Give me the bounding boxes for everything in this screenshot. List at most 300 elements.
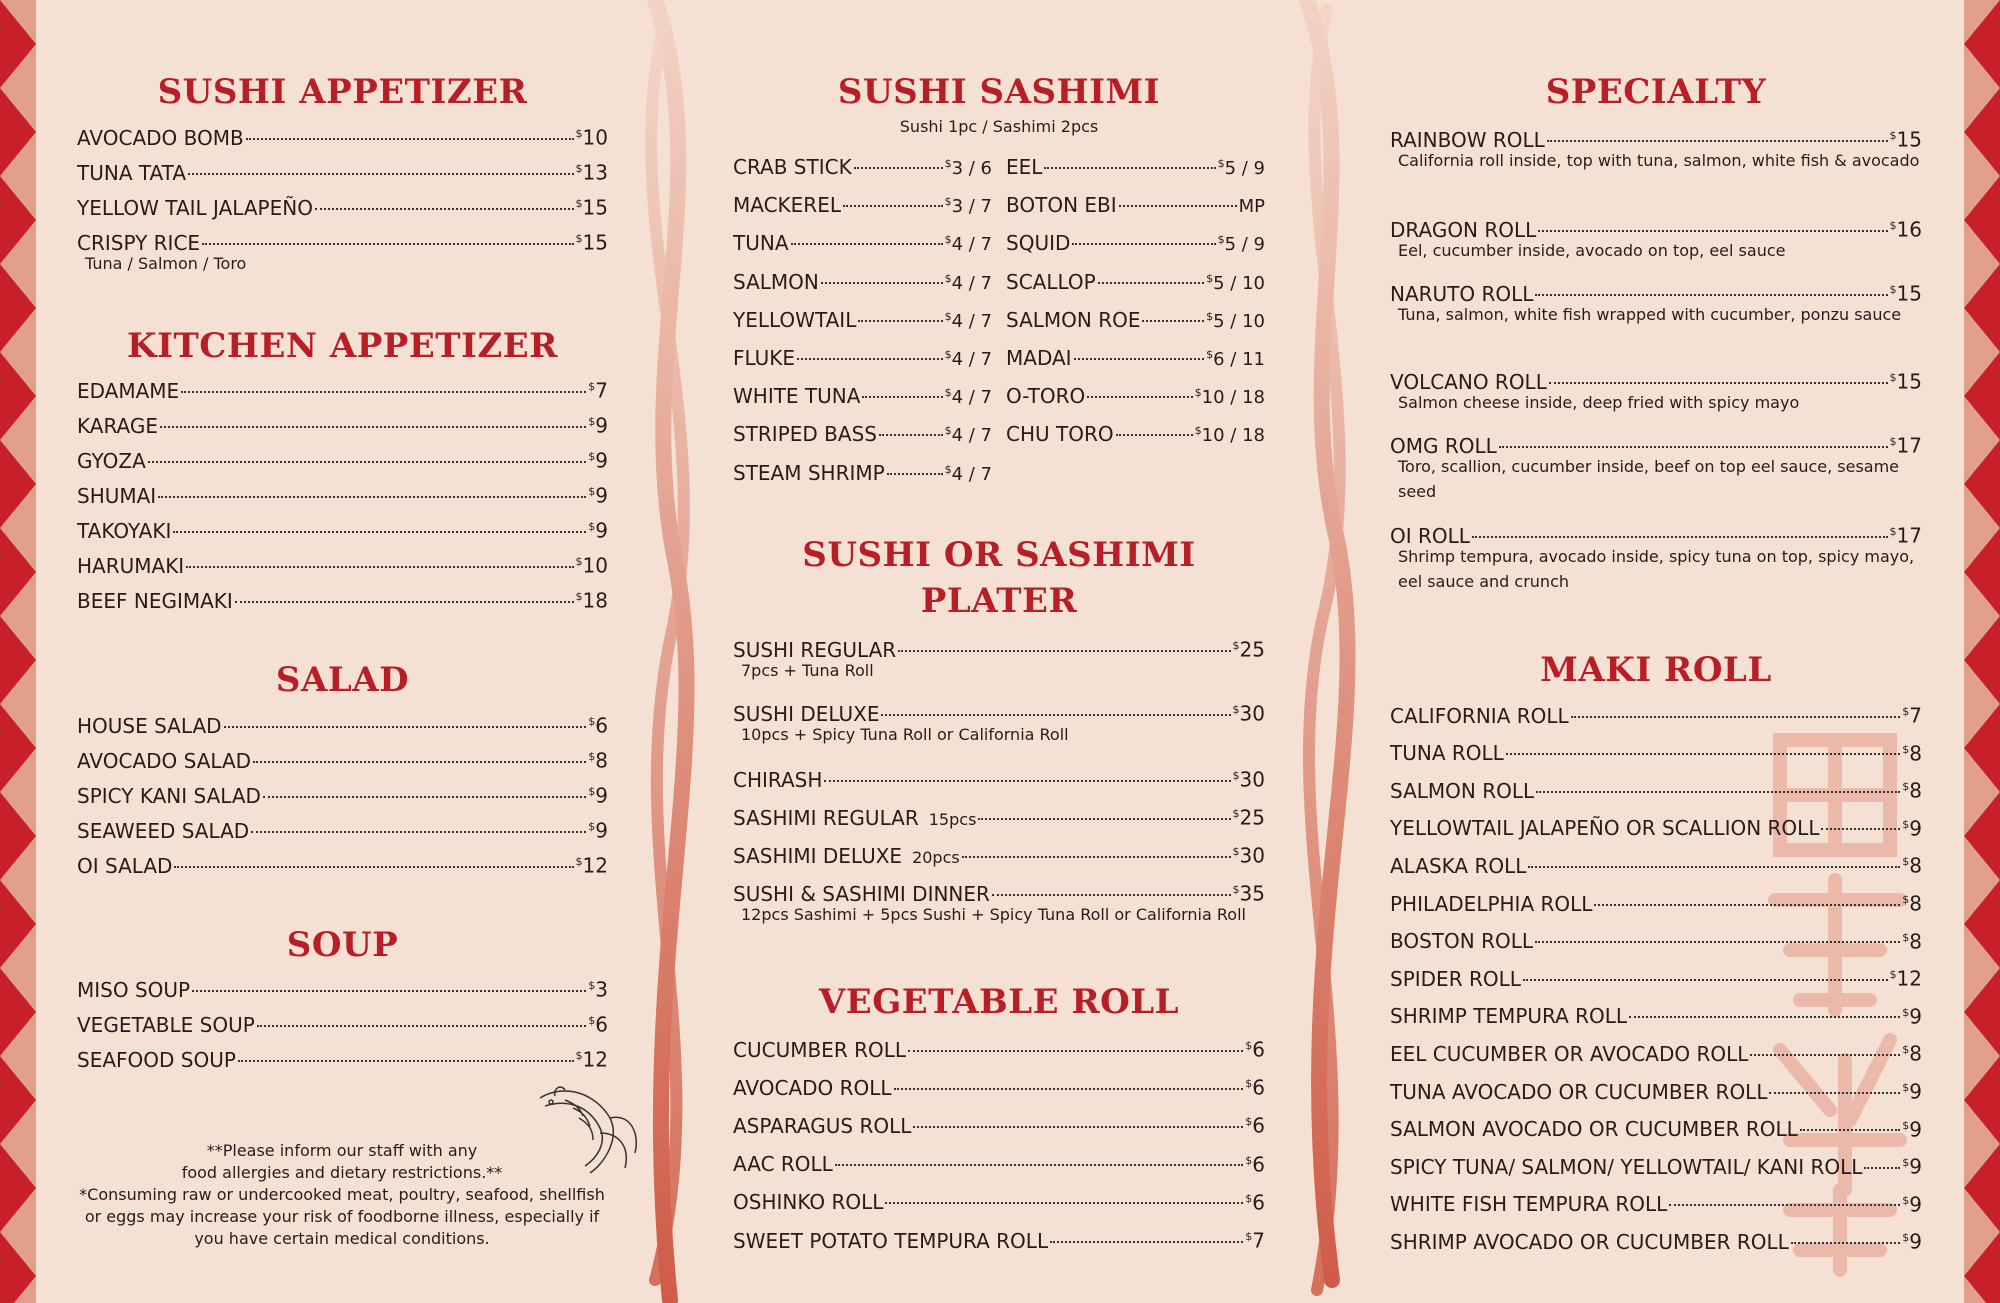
menu-item-row <box>1390 813 1922 841</box>
currency-symbol: $ <box>575 555 583 568</box>
menu-item-name: YELLOW TAIL JALAPEÑO <box>77 195 313 220</box>
sashimi-item-right <box>1006 152 1265 179</box>
menu-item <box>733 1149 1265 1177</box>
allergy-disclaimer <box>42 1140 642 1250</box>
currency-symbol: $ <box>575 127 583 140</box>
currency-symbol: $ <box>1902 1231 1910 1245</box>
maki-roll-heading: MAKI ROLL <box>1540 650 1772 690</box>
menu-item-price <box>576 122 608 150</box>
currency-symbol: $ <box>588 380 596 393</box>
currency-symbol: $ <box>588 520 596 533</box>
price-value: MP <box>1238 196 1265 218</box>
menu-item-row <box>733 228 992 256</box>
menu-item <box>77 480 608 508</box>
sashimi-row-pair <box>733 343 1265 370</box>
menu-item-price <box>1195 419 1265 448</box>
price-value: 7 <box>595 378 608 403</box>
dot-leader <box>1594 904 1900 906</box>
dot-leader <box>791 243 943 245</box>
currency-symbol: $ <box>1206 309 1214 323</box>
menu-item-price <box>1902 738 1922 766</box>
dot-leader <box>315 208 574 210</box>
price-value: 15 <box>1896 127 1922 152</box>
currency-symbol: $ <box>944 348 952 361</box>
price-value: 4 / 7 <box>951 234 992 256</box>
menu-item-price <box>588 480 608 508</box>
currency-symbol: $ <box>1889 371 1897 384</box>
price-value: 25 <box>1239 637 1265 662</box>
currency-symbol: $ <box>1232 807 1240 820</box>
menu-item-price <box>588 974 608 1002</box>
menu-item <box>77 375 608 403</box>
menu-item <box>1390 124 1922 173</box>
menu-item-row <box>77 850 608 878</box>
dot-leader <box>1472 536 1888 538</box>
dot-leader <box>858 320 942 322</box>
menu-item <box>77 410 608 438</box>
dot-leader <box>824 780 1230 782</box>
dot-leader <box>962 856 1231 858</box>
menu-item-name: FLUKE <box>733 346 796 370</box>
currency-symbol: $ <box>944 386 952 400</box>
currency-symbol: $ <box>1902 1081 1910 1094</box>
menu-item <box>1390 1001 1922 1029</box>
menu-item-name: VOLCANO ROLL <box>1390 369 1547 394</box>
currency-symbol: $ <box>1902 742 1910 756</box>
menu-item-description: Tuna, salmon, white fish wrapped with cucumber, ponzu sauce <box>1398 305 1902 324</box>
menu-item-price <box>588 780 608 808</box>
menu-item-price <box>1245 1110 1265 1138</box>
dot-leader <box>181 391 586 393</box>
menu-item-row <box>77 122 608 150</box>
menu-item <box>733 1072 1265 1100</box>
price-value: 5 / 9 <box>1224 158 1265 179</box>
dot-leader <box>1142 320 1204 322</box>
left-triangle-border <box>0 0 36 1303</box>
menu-item-row <box>77 1044 608 1072</box>
currency-symbol: $ <box>944 309 952 323</box>
menu-item-name: HOUSE SALAD <box>77 713 222 738</box>
menu-item-price <box>1206 343 1265 372</box>
menu-item-price <box>576 157 608 185</box>
dot-leader <box>854 167 943 169</box>
dot-leader <box>1629 1016 1900 1018</box>
price-value: 15 <box>1896 281 1922 306</box>
menu-item-row <box>733 419 992 447</box>
dot-leader <box>1072 243 1215 245</box>
price-value: 5 / 9 <box>1224 234 1265 256</box>
menu-item-row <box>1390 1038 1922 1067</box>
menu-item <box>1390 888 1922 916</box>
price-value: 3 <box>595 977 608 1002</box>
menu-item-name: SALMON ROLL <box>1390 778 1535 803</box>
dot-leader <box>992 894 1231 896</box>
menu-item-row <box>77 410 608 438</box>
menu-item-name: SHUMAI <box>77 483 157 508</box>
menu-item-name: MISO SOUP <box>77 977 191 1002</box>
dot-leader <box>978 818 1230 820</box>
menu-item-row <box>733 267 992 294</box>
price-value: 12 <box>582 1047 608 1072</box>
menu-item <box>1390 520 1922 594</box>
menu-item-price <box>576 192 608 220</box>
currency-symbol: $ <box>1245 1077 1253 1091</box>
menu-item <box>1390 1151 1922 1179</box>
menu-item-price <box>1206 305 1265 334</box>
currency-symbol: $ <box>575 855 583 868</box>
menu-item <box>77 157 608 185</box>
menu-item <box>77 745 608 773</box>
currency-symbol: $ <box>575 197 583 210</box>
menu-item-price <box>1233 802 1265 830</box>
currency-symbol: $ <box>1889 219 1897 232</box>
menu-item <box>1390 813 1922 841</box>
menu-item-name: SEAFOOD SOUP <box>77 1047 236 1072</box>
dot-leader <box>224 726 587 728</box>
dot-leader <box>821 282 943 284</box>
price-value: 6 / 11 <box>1213 349 1265 370</box>
currency-symbol: $ <box>1889 283 1897 296</box>
menu-item-price <box>1902 1038 1922 1066</box>
price-value: 10 / 18 <box>1201 387 1265 409</box>
menu-item-row <box>733 1110 1265 1139</box>
dot-leader <box>881 714 1230 716</box>
menu-item-price <box>1902 1151 1922 1179</box>
price-value: 6 <box>1252 1114 1265 1139</box>
currency-symbol: $ <box>575 590 583 603</box>
menu-item-row <box>1390 124 1922 152</box>
menu-item <box>77 192 608 220</box>
menu-item-price <box>588 745 608 773</box>
price-value: 6 <box>595 713 608 738</box>
menu-item-name: SALMON ROE <box>1006 307 1141 332</box>
menu-item-description: 7pcs + Tuna Roll <box>741 661 874 680</box>
sashimi-row-pair <box>733 267 1265 294</box>
sashimi-item-left <box>733 381 992 409</box>
menu-item-name: WHITE FISH TEMPURA ROLL <box>1390 1192 1668 1217</box>
sashimi-item-right <box>1006 381 1265 409</box>
menu-item-row <box>77 585 608 613</box>
dot-leader <box>908 1050 1243 1052</box>
currency-symbol: $ <box>1232 639 1240 652</box>
price-value: 13 <box>582 160 608 185</box>
currency-symbol: $ <box>588 750 596 763</box>
menu-item-row <box>77 710 608 738</box>
dot-leader <box>879 434 943 436</box>
currency-symbol: $ <box>944 271 952 285</box>
menu-item-name: WHITE TUNA <box>733 384 861 409</box>
platter-heading-line2: PLATER <box>920 581 1078 621</box>
menu-item-name: BEEF NEGIMAKI <box>77 588 233 613</box>
menu-item <box>733 1034 1265 1062</box>
menu-item-row <box>1390 926 1922 954</box>
dot-leader <box>160 426 586 428</box>
currency-symbol: $ <box>1902 1193 1910 1207</box>
disclaimer-line: food allergies and dietary restrictions.** <box>181 1163 503 1182</box>
currency-symbol: $ <box>1217 233 1225 247</box>
price-value: 17 <box>1896 523 1922 548</box>
price-value: 9 <box>1909 1230 1922 1255</box>
currency-symbol: $ <box>1902 1005 1910 1019</box>
vegetable-roll-heading: VEGETABLE ROLL <box>818 982 1180 1022</box>
menu-item-price <box>1902 926 1922 954</box>
menu-item-row <box>1390 214 1922 242</box>
menu-item-row <box>77 974 608 1002</box>
dot-leader <box>1538 230 1887 232</box>
menu-item-row <box>733 1149 1265 1177</box>
menu-item-name: YELLOWTAIL JALAPEÑO OR SCALLION ROLL <box>1390 816 1820 841</box>
menu-item-name: SPIDER ROLL <box>1390 966 1521 991</box>
menu-item-price <box>1902 700 1922 728</box>
sashimi-row-pair <box>733 152 1265 179</box>
price-value: 15 <box>582 230 608 255</box>
currency-symbol: $ <box>1245 1153 1253 1167</box>
price-value: 25 <box>1239 805 1265 830</box>
price-value: 10 / 18 <box>1201 425 1265 447</box>
dot-leader <box>246 138 574 140</box>
menu-item <box>1390 1226 1922 1255</box>
sashimi-item-right <box>1006 228 1265 256</box>
menu-item-name: CRISPY RICE <box>77 230 201 255</box>
menu-item-name: EDAMAME <box>77 378 180 403</box>
menu-item-price <box>1245 1187 1265 1215</box>
menu-item-name: AVOCADO BOMB <box>77 125 244 150</box>
menu-item-row <box>77 1009 608 1037</box>
menu-item-row <box>733 1187 1265 1215</box>
dot-leader <box>263 796 586 798</box>
menu-item-price <box>1902 813 1922 841</box>
dot-leader <box>1044 167 1215 169</box>
currency-symbol: $ <box>1902 817 1910 831</box>
price-value: 4 / 7 <box>951 425 992 447</box>
dot-leader <box>887 473 943 475</box>
currency-symbol: $ <box>1245 1115 1253 1129</box>
kitchen-appetizer-heading: KITCHEN APPETIZER <box>127 326 558 366</box>
menu-item-row <box>1006 228 1265 256</box>
menu-item <box>1390 775 1922 803</box>
menu-item-name: OSHINKO ROLL <box>733 1190 884 1215</box>
price-value: 9 <box>1909 816 1922 841</box>
menu-item-name: TUNA TATA <box>77 160 186 185</box>
sushi-appetizer-heading: SUSHI APPETIZER <box>157 72 528 112</box>
menu-item-name: CHU TORO <box>1006 422 1114 447</box>
menu-item-name: AVOCADO SALAD <box>77 748 252 773</box>
menu-item-row <box>733 1034 1265 1062</box>
currency-symbol: $ <box>1889 435 1897 448</box>
menu-item-name: TUNA ROLL <box>1390 741 1504 766</box>
price-value: 12 <box>582 853 608 878</box>
menu-item-price <box>1195 381 1265 410</box>
menu-item-name: SPICY KANI SALAD <box>77 783 261 808</box>
menu-item <box>77 445 608 473</box>
currency-symbol: $ <box>1232 703 1240 716</box>
currency-symbol: $ <box>1206 271 1214 285</box>
menu-item-row <box>1390 850 1922 879</box>
currency-symbol: $ <box>588 1014 596 1027</box>
dot-leader <box>148 461 587 463</box>
currency-symbol: $ <box>1194 386 1202 400</box>
currency-symbol: $ <box>588 485 596 498</box>
menu-item-description: Shrimp tempura, avocado inside, spicy tuna on top, spicy mayo, eel sauce and crunch <box>1398 547 1915 591</box>
menu-item <box>1390 1114 1922 1142</box>
sashimi-item-right <box>1006 343 1265 370</box>
currency-symbol: $ <box>944 462 952 476</box>
price-value: 9 <box>595 413 608 438</box>
menu-item-price <box>588 710 608 738</box>
sashimi-item-left <box>733 343 992 370</box>
menu-item-price <box>1233 698 1265 726</box>
menu-item-row <box>733 305 992 332</box>
price-value: 17 <box>1896 433 1922 458</box>
menu-item <box>77 815 608 843</box>
menu-item-price <box>945 419 992 448</box>
currency-symbol: $ <box>1902 1043 1910 1057</box>
menu-item-name: MADAI <box>1006 346 1072 370</box>
menu-item-name: SALMON <box>733 269 819 294</box>
price-value: 9 <box>1909 1154 1922 1179</box>
menu-item-row <box>1390 1114 1922 1142</box>
price-value: 7 <box>1252 1228 1265 1253</box>
price-value: 10 <box>582 553 608 578</box>
menu-item-name: KARAGE <box>77 413 158 438</box>
sashimi-item-left <box>733 305 992 332</box>
sashimi-row-pair <box>733 228 1265 256</box>
menu-item-row <box>77 445 608 473</box>
menu-item <box>77 780 608 808</box>
menu-item <box>77 710 608 738</box>
menu-item-name: SASHIMI REGULAR <box>733 805 919 830</box>
dot-leader <box>186 566 573 568</box>
menu-item-row <box>1006 419 1265 447</box>
price-value: 4 / 7 <box>951 310 992 332</box>
currency-symbol: $ <box>944 157 952 170</box>
menu-item-row <box>1006 381 1265 409</box>
menu-item <box>77 1044 608 1072</box>
menu-item <box>77 850 608 878</box>
menu-item <box>1390 963 1922 991</box>
menu-item-row <box>1390 278 1922 306</box>
currency-symbol: $ <box>1245 1191 1253 1205</box>
dot-leader <box>188 173 574 175</box>
menu-item-name: VEGETABLE SOUP <box>77 1012 255 1037</box>
menu-item-row <box>1006 267 1265 294</box>
menu-item-price <box>576 550 608 578</box>
currency-symbol: $ <box>1889 525 1897 538</box>
menu-item-name: SCALLOP <box>1006 269 1096 294</box>
menu-item-name: OMG ROLL <box>1390 433 1497 458</box>
price-value: 8 <box>1909 741 1922 766</box>
menu-item-row <box>1390 963 1922 991</box>
menu-item-row <box>1390 1001 1922 1029</box>
currency-symbol: $ <box>1889 968 1897 982</box>
menu-item-name: CRAB STICK <box>733 155 852 179</box>
soup-heading: SOUP <box>286 925 399 965</box>
currency-symbol: $ <box>1194 424 1202 438</box>
price-value: 3 / 6 <box>951 158 992 179</box>
price-value: 30 <box>1239 701 1265 726</box>
dot-leader <box>913 1126 1243 1128</box>
sashimi-item-right <box>1006 419 1265 447</box>
price-value: 4 / 7 <box>951 463 992 485</box>
menu-item <box>1390 1076 1922 1104</box>
menu-item-price <box>1245 1034 1265 1062</box>
sashimi-item-left <box>733 267 992 294</box>
dot-leader <box>1547 140 1888 142</box>
menu-item-description: 10pcs + Spicy Tuna Roll or California Roll <box>741 725 1069 744</box>
menu-item-price <box>1206 267 1265 296</box>
dot-leader <box>1864 1167 1900 1169</box>
menu-item <box>77 585 608 613</box>
currency-symbol: $ <box>588 415 596 428</box>
sashimi-row-pair <box>733 190 1265 218</box>
menu-item-name: SASHIMI DELUXE <box>733 843 903 868</box>
dot-leader <box>158 496 586 498</box>
specialty-heading: SPECIALTY <box>1545 72 1767 112</box>
sashimi-item-left <box>733 419 992 447</box>
currency-symbol: $ <box>588 979 596 992</box>
menu-item-price <box>1890 963 1922 991</box>
price-value: 9 <box>1909 1192 1922 1217</box>
dot-leader <box>1050 1241 1243 1243</box>
price-value: 30 <box>1239 843 1265 868</box>
menu-item <box>77 550 608 578</box>
menu-item-price <box>1902 850 1922 878</box>
price-value: 16 <box>1896 217 1922 242</box>
menu-item-price <box>1890 214 1922 242</box>
menu-item-name: SUSHI & SASHIMI DINNER <box>733 881 990 906</box>
currency-symbol: $ <box>1245 1039 1253 1052</box>
menu-item-row <box>77 480 608 508</box>
dot-leader <box>1087 396 1192 398</box>
menu-item-row <box>1390 366 1922 394</box>
currency-symbol: $ <box>1232 769 1240 782</box>
menu-item-name: SWEET POTATO TEMPURA ROLL <box>733 1228 1049 1253</box>
dot-leader <box>192 990 586 992</box>
price-value: 9 <box>1909 1117 1922 1142</box>
menu-item-row <box>77 157 608 185</box>
menu-item-row <box>1006 305 1265 332</box>
menu-item-row <box>77 515 608 543</box>
menu-item-name: YELLOWTAIL <box>733 307 857 332</box>
currency-symbol: $ <box>1902 1118 1910 1132</box>
currency-symbol: $ <box>1902 855 1910 869</box>
menu-item <box>1390 738 1922 766</box>
sashimi-item-right <box>1006 458 1265 482</box>
menu-item <box>1390 700 1922 728</box>
price-value: 4 / 7 <box>951 272 992 294</box>
menu-item <box>1390 1189 1922 1217</box>
menu-item-name: CHIRASH <box>733 767 823 792</box>
menu-item-description: Salmon cheese inside, deep fried with spicy mayo <box>1398 393 1800 412</box>
dot-leader <box>797 358 943 360</box>
menu-item-price <box>1245 1072 1265 1100</box>
dot-leader <box>1116 434 1193 436</box>
menu-item-name: TUNA <box>733 231 789 256</box>
menu-item <box>1390 366 1922 415</box>
price-value: 4 / 7 <box>951 349 992 370</box>
price-value: 9 <box>1909 1004 1922 1029</box>
dot-leader <box>1528 866 1900 868</box>
menu-item <box>733 840 1265 868</box>
menu-item-price <box>945 458 992 487</box>
currency-symbol: $ <box>1902 893 1910 906</box>
menu-item-name: TAKOYAKI <box>77 518 172 543</box>
dot-leader <box>173 531 586 533</box>
dot-leader <box>1769 1092 1900 1094</box>
menu-item-price <box>588 410 608 438</box>
menu-item-price <box>588 1009 608 1037</box>
menu-item-name: AAC ROLL <box>733 1152 833 1177</box>
